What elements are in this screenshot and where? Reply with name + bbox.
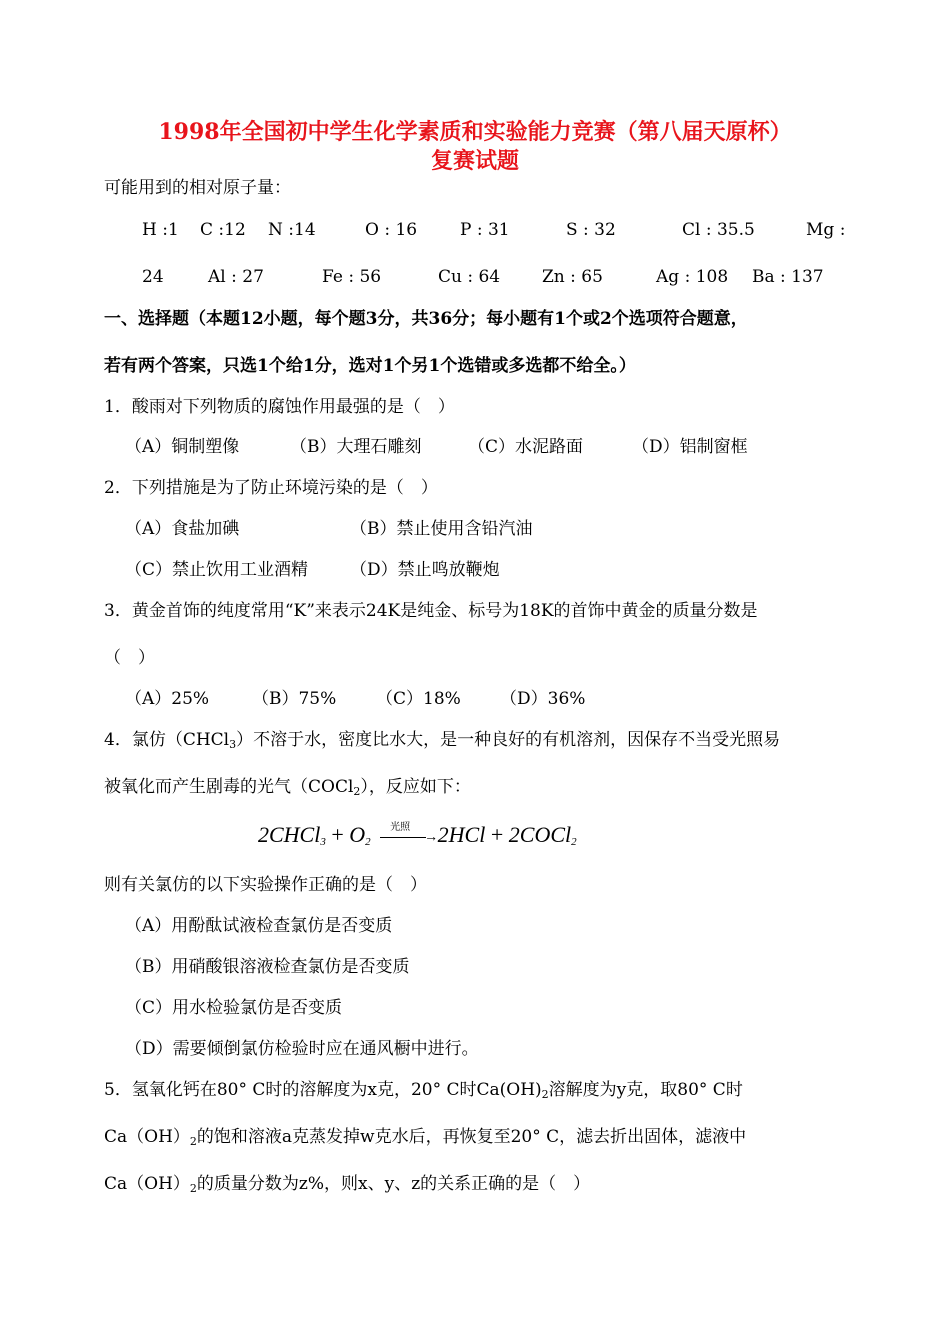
page-subtitle: 复赛试题 [430, 148, 519, 174]
stem-text: 的质量分数为z%，则x、y、z的关系正确的是（ ） [196, 1174, 591, 1194]
subscript: 3 [320, 836, 326, 848]
option-a: （A）铜制塑像 [125, 437, 240, 457]
stem-text: Ca（OH） [104, 1174, 190, 1194]
atomic-mass: 24 [142, 267, 164, 287]
plus-sign: + [490, 822, 504, 847]
option-d: （D）需要倾倒氯仿检验时应在通风橱中进行。 [125, 1039, 479, 1059]
option-a: （A）25% [125, 689, 210, 709]
atomic-mass: O : 16 [365, 220, 418, 240]
question-5-stem [104, 1078, 743, 1102]
section-heading-cont: 若有两个答案，只选1个给1分，选对1个另1个选错或多选都不给全。） [104, 356, 636, 376]
stem-text: 的饱和溶液a克蒸发掉w克水后，再恢复至20° C，滤去折出固体，滤液中 [196, 1127, 747, 1147]
subscript: 2 [353, 785, 361, 798]
reaction-condition: 光照 [390, 821, 411, 833]
atomic-mass: Mg : [806, 220, 846, 240]
product-2: 2COCl [508, 822, 572, 847]
option-b: （B）用硝酸银溶液检查氯仿是否变质 [125, 957, 410, 977]
atomic-mass: Al : 27 [208, 267, 264, 287]
stem-text: 溶解度为y克，取80° C时 [548, 1080, 743, 1100]
arrow-head: → [424, 829, 439, 845]
atomic-mass: C :12 [200, 220, 246, 240]
section-heading: 一、选择题（本题12小题，每个题3分，共36分；每小题有1个或2个选项符合题意， [104, 309, 748, 329]
question-4-stem-cont [104, 775, 471, 799]
reaction-arrow-icon [376, 821, 439, 848]
atomic-mass-intro: 可能用到的相对原子量： [104, 178, 291, 198]
arrow-shaft [380, 837, 426, 838]
stem-text: ）不溶于水，密度比水大，是一种良好的有机溶剂，因保存不当受光照易 [236, 730, 781, 750]
question-1-stem: 1．酸雨对下列物质的腐蚀作用最强的是（ ） [104, 397, 455, 417]
atomic-mass: Ag : 108 [656, 267, 729, 287]
subscript: 3 [229, 738, 237, 751]
reactant-1: 2CHCl [258, 822, 321, 847]
question-3-stem-cont: （ ） [104, 648, 155, 668]
atomic-mass: Cu : 64 [438, 267, 501, 287]
page-title: 1998年全国初中学生化学素质和实验能力竞赛（第八届天原杯） [158, 119, 792, 145]
question-3-options [0, 687, 950, 711]
plus-sign: + [331, 822, 344, 847]
subscript: 2 [365, 836, 371, 848]
option-d: （D）铝制窗框 [632, 437, 748, 457]
option-b: （B）大理石雕刻 [290, 437, 422, 457]
stem-text: Ca（OH） [104, 1127, 190, 1147]
subscript: 2 [541, 1088, 549, 1101]
atomic-mass-row-2 [0, 265, 950, 289]
question-2-options-row-2 [0, 558, 950, 582]
subscript: 2 [189, 1135, 197, 1148]
subscript: 2 [189, 1182, 197, 1195]
stem-text: 5．氢氧化钙在80° C时的溶解度为x克，20° C时Ca(OH) [104, 1080, 542, 1100]
atomic-mass: S : 32 [566, 220, 616, 240]
atomic-mass: Fe : 56 [322, 267, 382, 287]
question-1-options [0, 435, 950, 459]
option-c: （C）水泥路面 [468, 437, 584, 457]
question-4-stem [104, 728, 780, 752]
reactant-2: O [349, 822, 366, 847]
chemical-equation [258, 822, 577, 848]
option-d: （D）禁止鸣放鞭炮 [350, 560, 500, 580]
stem-text: ），反应如下： [360, 777, 471, 797]
option-b: （B）禁止使用含铅汽油 [350, 519, 533, 539]
atomic-mass: Ba : 137 [752, 267, 824, 287]
stem-text: 4．氯仿（CHCl [104, 730, 230, 750]
question-2-options-row-1 [0, 517, 950, 541]
option-c: （C）禁止饮用工业酒精 [125, 560, 309, 580]
option-a: （A）食盐加碘 [125, 519, 240, 539]
question-5-stem-cont-2 [104, 1172, 590, 1196]
atomic-mass: Zn : 65 [542, 267, 603, 287]
option-d: （D）36% [500, 689, 586, 709]
subscript: 2 [571, 836, 577, 848]
atomic-mass: N :14 [268, 220, 316, 240]
atomic-mass: Cl : 35.5 [682, 220, 755, 240]
question-5-stem-cont [104, 1125, 746, 1149]
option-b: （B）75% [252, 689, 337, 709]
question-4-ask: 则有关氯仿的以下实验操作正确的是（ ） [104, 875, 427, 895]
option-c: （C）18% [376, 689, 461, 709]
atomic-mass: H :1 [142, 220, 179, 240]
stem-text: 被氧化而产生剧毒的光气（COCl [104, 777, 354, 797]
question-2-stem: 2．下列措施是为了防止环境污染的是（ ） [104, 478, 438, 498]
option-a: （A）用酚酞试液检查氯仿是否变质 [125, 916, 393, 936]
question-3-stem: 3．黄金首饰的纯度常用“K”来表示24K是纯金、标号为18K的首饰中黄金的质量分数是 [104, 601, 758, 621]
option-c: （C）用水检验氯仿是否变质 [125, 998, 343, 1018]
atomic-mass: P : 31 [460, 220, 510, 240]
atomic-mass-row-1 [0, 218, 950, 242]
product-1: 2HCl [437, 822, 486, 847]
